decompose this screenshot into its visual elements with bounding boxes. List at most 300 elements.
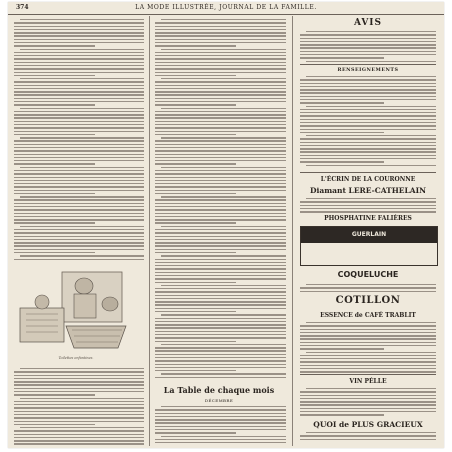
text-line bbox=[155, 347, 286, 348]
text-line bbox=[161, 314, 286, 315]
text-line bbox=[155, 45, 236, 46]
text-line bbox=[155, 350, 286, 351]
text-line bbox=[14, 42, 144, 43]
text-line bbox=[300, 439, 436, 440]
text-line bbox=[155, 242, 286, 243]
text-line bbox=[20, 226, 144, 227]
text-line bbox=[306, 61, 436, 62]
text-line bbox=[155, 117, 286, 118]
text-line bbox=[300, 148, 436, 149]
ad-quoi-de-plus-gracieux: QUOI de PLUS GRACIEUX bbox=[313, 420, 423, 429]
text-line bbox=[155, 199, 286, 200]
text-line bbox=[161, 19, 286, 20]
text-line bbox=[300, 348, 384, 349]
text-line bbox=[14, 65, 144, 66]
text-line bbox=[14, 127, 144, 128]
column-rule-right bbox=[292, 16, 293, 446]
text-line bbox=[155, 442, 286, 443]
text-line bbox=[155, 160, 286, 161]
text-line bbox=[155, 222, 236, 223]
text-line bbox=[14, 72, 144, 73]
ad-phosphatine: PHOSPHATINE FALIÈRES bbox=[324, 215, 412, 222]
ad-lere-text bbox=[300, 198, 436, 214]
text-line bbox=[14, 124, 144, 125]
text-line bbox=[300, 287, 436, 288]
text-line bbox=[300, 41, 436, 42]
text-line bbox=[155, 426, 286, 427]
text-line bbox=[155, 236, 286, 237]
ad-lere-cathelain: Diamant LERE-CATHELAIN bbox=[310, 186, 426, 195]
text-line bbox=[155, 278, 286, 279]
text-line bbox=[14, 199, 144, 200]
section-subtitle: DÉCEMBRE bbox=[204, 398, 234, 403]
text-line bbox=[155, 173, 286, 174]
text-line bbox=[155, 360, 286, 361]
text-line bbox=[300, 338, 436, 339]
text-line bbox=[306, 106, 436, 107]
text-line bbox=[306, 388, 436, 389]
text-line bbox=[161, 255, 286, 256]
text-line bbox=[155, 111, 286, 112]
text-line bbox=[14, 55, 144, 56]
text-line bbox=[155, 209, 286, 210]
text-line bbox=[300, 365, 436, 366]
text-line bbox=[155, 318, 286, 319]
ad-divider bbox=[300, 64, 436, 65]
text-line bbox=[300, 132, 384, 133]
text-line bbox=[155, 85, 286, 86]
text-line bbox=[161, 344, 286, 345]
text-line bbox=[155, 422, 286, 423]
text-line bbox=[300, 408, 436, 409]
text-line bbox=[155, 419, 286, 420]
text-line bbox=[161, 406, 286, 407]
text-line bbox=[300, 411, 436, 412]
text-line bbox=[14, 183, 144, 184]
text-line bbox=[155, 219, 286, 220]
text-line bbox=[300, 89, 436, 90]
text-line bbox=[155, 52, 286, 53]
text-line bbox=[300, 54, 436, 55]
ad-box-guerlain bbox=[300, 226, 438, 266]
text-line bbox=[300, 358, 436, 359]
text-line bbox=[14, 62, 144, 63]
text-line bbox=[14, 437, 144, 438]
ad-couronne: L'ÉCRIN DE LA COURONNE bbox=[320, 176, 416, 183]
text-line bbox=[14, 388, 144, 389]
text-line bbox=[155, 180, 286, 181]
text-line bbox=[14, 378, 144, 379]
text-line bbox=[155, 193, 236, 194]
running-title: LA MODE ILLUSTRÉE, JOURNAL DE LA FAMILLE. bbox=[135, 4, 317, 11]
text-line bbox=[300, 291, 436, 292]
text-line bbox=[14, 94, 144, 95]
ad-coqueluche: COQUELUCHE bbox=[337, 270, 399, 279]
text-line bbox=[20, 137, 144, 138]
text-line bbox=[155, 364, 286, 365]
text-line bbox=[306, 31, 436, 32]
text-line bbox=[14, 144, 144, 145]
text-line bbox=[155, 291, 286, 292]
text-line bbox=[14, 52, 144, 53]
text-line bbox=[300, 414, 384, 415]
text-line bbox=[300, 329, 436, 330]
text-line bbox=[20, 108, 144, 109]
text-line bbox=[155, 147, 286, 148]
text-line bbox=[14, 134, 95, 135]
text-line bbox=[155, 150, 286, 151]
ad-vin: VIN PÉLLE bbox=[349, 378, 387, 385]
text-line bbox=[14, 407, 144, 408]
column-middle-text-bottom bbox=[155, 406, 286, 445]
text-line bbox=[14, 375, 144, 376]
text-line bbox=[20, 167, 144, 168]
text-line bbox=[14, 443, 144, 444]
text-line bbox=[155, 62, 286, 63]
text-line bbox=[155, 432, 236, 433]
text-line bbox=[161, 373, 286, 374]
text-line bbox=[155, 29, 286, 30]
text-line bbox=[155, 321, 286, 322]
text-line bbox=[20, 255, 144, 256]
text-line bbox=[155, 239, 286, 240]
text-line bbox=[300, 208, 436, 209]
text-line bbox=[300, 211, 436, 212]
text-line bbox=[14, 154, 144, 155]
text-line bbox=[14, 404, 144, 405]
text-line bbox=[155, 301, 286, 302]
ad-quoi-text bbox=[300, 432, 436, 442]
text-line bbox=[155, 308, 286, 309]
engraving-illustration bbox=[14, 264, 134, 354]
text-line bbox=[14, 91, 144, 92]
text-line bbox=[155, 94, 286, 95]
text-line bbox=[161, 108, 286, 109]
text-line bbox=[14, 206, 144, 207]
text-line bbox=[14, 22, 144, 23]
text-line bbox=[14, 45, 95, 46]
text-line bbox=[14, 203, 144, 204]
text-line bbox=[161, 436, 286, 437]
text-line bbox=[155, 104, 236, 105]
text-line bbox=[155, 357, 286, 358]
text-line bbox=[161, 226, 286, 227]
text-line bbox=[14, 414, 144, 415]
text-line bbox=[14, 32, 144, 33]
text-line bbox=[155, 206, 286, 207]
text-line bbox=[14, 58, 144, 59]
text-line bbox=[14, 401, 144, 402]
text-line bbox=[306, 76, 436, 77]
text-line bbox=[155, 121, 286, 122]
illustration-caption: Toilettes enfantines. bbox=[58, 356, 94, 360]
text-line bbox=[161, 78, 286, 79]
text-line bbox=[155, 39, 286, 40]
text-line bbox=[14, 222, 95, 223]
text-line bbox=[14, 213, 144, 214]
text-line bbox=[300, 332, 436, 333]
text-line bbox=[161, 49, 286, 50]
text-line bbox=[300, 345, 436, 346]
text-line bbox=[155, 337, 286, 338]
text-line bbox=[155, 186, 286, 187]
ad-divider bbox=[300, 172, 436, 173]
text-line bbox=[155, 55, 286, 56]
text-line bbox=[300, 395, 436, 396]
text-line bbox=[14, 85, 144, 86]
text-line bbox=[14, 249, 144, 250]
text-line bbox=[14, 391, 144, 392]
text-line bbox=[155, 72, 286, 73]
text-line bbox=[300, 115, 436, 116]
text-line bbox=[14, 98, 144, 99]
text-line bbox=[14, 421, 144, 422]
text-line bbox=[300, 44, 436, 45]
text-line bbox=[300, 96, 436, 97]
text-line bbox=[155, 140, 286, 141]
text-line bbox=[155, 282, 236, 283]
text-line bbox=[155, 177, 286, 178]
text-line bbox=[155, 81, 286, 82]
text-line bbox=[300, 391, 436, 392]
text-line bbox=[155, 32, 286, 33]
text-line bbox=[300, 155, 436, 156]
text-line bbox=[14, 147, 144, 148]
text-line bbox=[300, 47, 436, 48]
column-rule-left bbox=[149, 16, 150, 446]
text-line bbox=[161, 137, 286, 138]
text-line bbox=[155, 163, 236, 164]
ad-divider bbox=[300, 374, 436, 375]
text-line bbox=[155, 88, 286, 89]
text-line bbox=[300, 109, 436, 110]
text-line bbox=[300, 361, 436, 362]
text-line bbox=[14, 236, 144, 237]
page-header bbox=[8, 2, 444, 15]
text-line bbox=[20, 196, 144, 197]
text-line bbox=[14, 229, 144, 230]
text-line bbox=[155, 98, 286, 99]
text-line bbox=[161, 285, 286, 286]
text-line bbox=[14, 157, 144, 158]
text-line bbox=[306, 432, 436, 433]
text-line bbox=[155, 170, 286, 171]
text-line bbox=[155, 68, 286, 69]
text-line bbox=[300, 401, 436, 402]
text-line bbox=[14, 26, 144, 27]
text-line bbox=[155, 311, 236, 312]
text-line bbox=[300, 355, 436, 356]
text-line bbox=[14, 173, 144, 174]
text-line bbox=[155, 268, 286, 269]
text-line bbox=[155, 262, 286, 263]
text-line bbox=[14, 394, 95, 395]
text-line bbox=[161, 196, 286, 197]
text-line bbox=[14, 193, 95, 194]
text-line bbox=[14, 101, 144, 102]
text-line bbox=[300, 57, 384, 58]
text-line bbox=[155, 154, 286, 155]
text-line bbox=[155, 370, 236, 371]
text-line bbox=[300, 119, 436, 120]
text-line bbox=[155, 439, 286, 440]
renseignements-heading: RENSEIGNEMENTS bbox=[337, 67, 399, 73]
text-line bbox=[155, 259, 286, 260]
text-line bbox=[14, 232, 144, 233]
text-line bbox=[155, 127, 286, 128]
text-line bbox=[155, 327, 286, 328]
text-line bbox=[306, 352, 436, 353]
text-line bbox=[155, 203, 286, 204]
text-line bbox=[14, 411, 144, 412]
text-line bbox=[155, 252, 236, 253]
text-line bbox=[155, 183, 286, 184]
text-line bbox=[14, 381, 144, 382]
text-line bbox=[300, 371, 436, 372]
text-line bbox=[306, 322, 436, 323]
text-line bbox=[14, 180, 144, 181]
text-line bbox=[155, 377, 286, 378]
text-line bbox=[14, 29, 144, 30]
ad-cafe-text bbox=[300, 322, 436, 375]
text-line bbox=[14, 216, 144, 217]
text-line bbox=[155, 341, 236, 342]
text-line bbox=[20, 19, 144, 20]
section-title: La Table de chaque mois bbox=[163, 385, 275, 395]
text-line bbox=[306, 198, 436, 199]
text-line bbox=[14, 160, 144, 161]
text-line bbox=[14, 88, 144, 89]
text-line bbox=[155, 295, 286, 296]
text-line bbox=[155, 245, 286, 246]
text-line bbox=[155, 114, 286, 115]
text-line bbox=[155, 232, 286, 233]
text-line bbox=[14, 424, 95, 425]
text-line bbox=[14, 68, 144, 69]
text-line bbox=[155, 22, 286, 23]
text-line bbox=[155, 101, 286, 102]
text-line bbox=[155, 58, 286, 59]
text-line bbox=[14, 170, 144, 171]
text-line bbox=[155, 334, 286, 335]
text-line bbox=[300, 201, 436, 202]
text-line bbox=[306, 135, 436, 136]
ad-cotillon: COTILLON bbox=[335, 295, 401, 306]
text-line bbox=[14, 177, 144, 178]
text-line bbox=[20, 368, 144, 369]
text-line bbox=[306, 284, 436, 285]
ad-vin-text bbox=[300, 388, 436, 418]
column-left-text-top bbox=[14, 19, 144, 262]
newspaper-page bbox=[8, 2, 444, 448]
text-line bbox=[300, 99, 436, 100]
text-line bbox=[14, 114, 144, 115]
text-line bbox=[300, 335, 436, 336]
text-line bbox=[20, 427, 144, 428]
text-line bbox=[14, 186, 144, 187]
text-line bbox=[14, 430, 144, 431]
page-number: 374 bbox=[16, 4, 29, 11]
text-line bbox=[155, 429, 286, 430]
text-line bbox=[300, 38, 436, 39]
text-line bbox=[155, 91, 286, 92]
text-line bbox=[300, 142, 436, 143]
text-line bbox=[306, 165, 436, 166]
text-line bbox=[155, 265, 286, 266]
text-line bbox=[14, 417, 144, 418]
text-line bbox=[155, 409, 286, 410]
text-line bbox=[300, 161, 384, 162]
ad-coqueluche-text bbox=[300, 284, 436, 294]
avis-heading: AVIS bbox=[353, 18, 383, 28]
text-line bbox=[300, 129, 436, 130]
text-line bbox=[300, 435, 436, 436]
text-line bbox=[155, 75, 236, 76]
text-line bbox=[300, 34, 436, 35]
text-line bbox=[14, 75, 95, 76]
text-line bbox=[14, 239, 144, 240]
text-line bbox=[300, 138, 436, 139]
text-line bbox=[14, 121, 144, 122]
text-line bbox=[20, 78, 144, 79]
ad-cafe-trablit: ESSENCE de CAFÉ TRABLIT bbox=[320, 312, 416, 319]
column-left-text-bottom bbox=[14, 368, 144, 447]
text-line bbox=[155, 65, 286, 66]
text-line bbox=[14, 81, 144, 82]
text-line bbox=[14, 111, 144, 112]
text-line bbox=[14, 219, 144, 220]
text-line bbox=[155, 413, 286, 414]
text-line bbox=[155, 229, 286, 230]
text-line bbox=[300, 51, 436, 52]
text-line bbox=[155, 288, 286, 289]
text-line bbox=[300, 92, 436, 93]
text-line bbox=[14, 434, 144, 435]
ad-guerlain-label: GUERLAIN bbox=[301, 227, 437, 243]
text-line bbox=[14, 190, 144, 191]
text-line bbox=[300, 368, 436, 369]
text-line bbox=[155, 367, 286, 368]
text-line bbox=[300, 325, 436, 326]
text-line bbox=[155, 304, 286, 305]
avis-text bbox=[300, 31, 436, 64]
text-line bbox=[14, 242, 144, 243]
text-line bbox=[155, 35, 286, 36]
text-line bbox=[14, 104, 95, 105]
text-line bbox=[300, 102, 384, 103]
text-line bbox=[14, 245, 144, 246]
text-line bbox=[155, 416, 286, 417]
renseignements-text bbox=[300, 76, 436, 168]
text-line bbox=[300, 86, 436, 87]
text-line bbox=[14, 440, 144, 441]
text-line bbox=[14, 150, 144, 151]
text-line bbox=[14, 259, 144, 260]
text-line bbox=[300, 145, 436, 146]
text-line bbox=[300, 205, 436, 206]
text-line bbox=[155, 134, 236, 135]
text-line bbox=[300, 151, 436, 152]
text-line bbox=[155, 272, 286, 273]
text-line bbox=[155, 275, 286, 276]
text-line bbox=[155, 42, 286, 43]
text-line bbox=[155, 331, 286, 332]
text-line bbox=[300, 404, 436, 405]
text-line bbox=[14, 39, 144, 40]
text-line bbox=[300, 125, 436, 126]
text-line bbox=[155, 213, 286, 214]
text-line bbox=[155, 324, 286, 325]
